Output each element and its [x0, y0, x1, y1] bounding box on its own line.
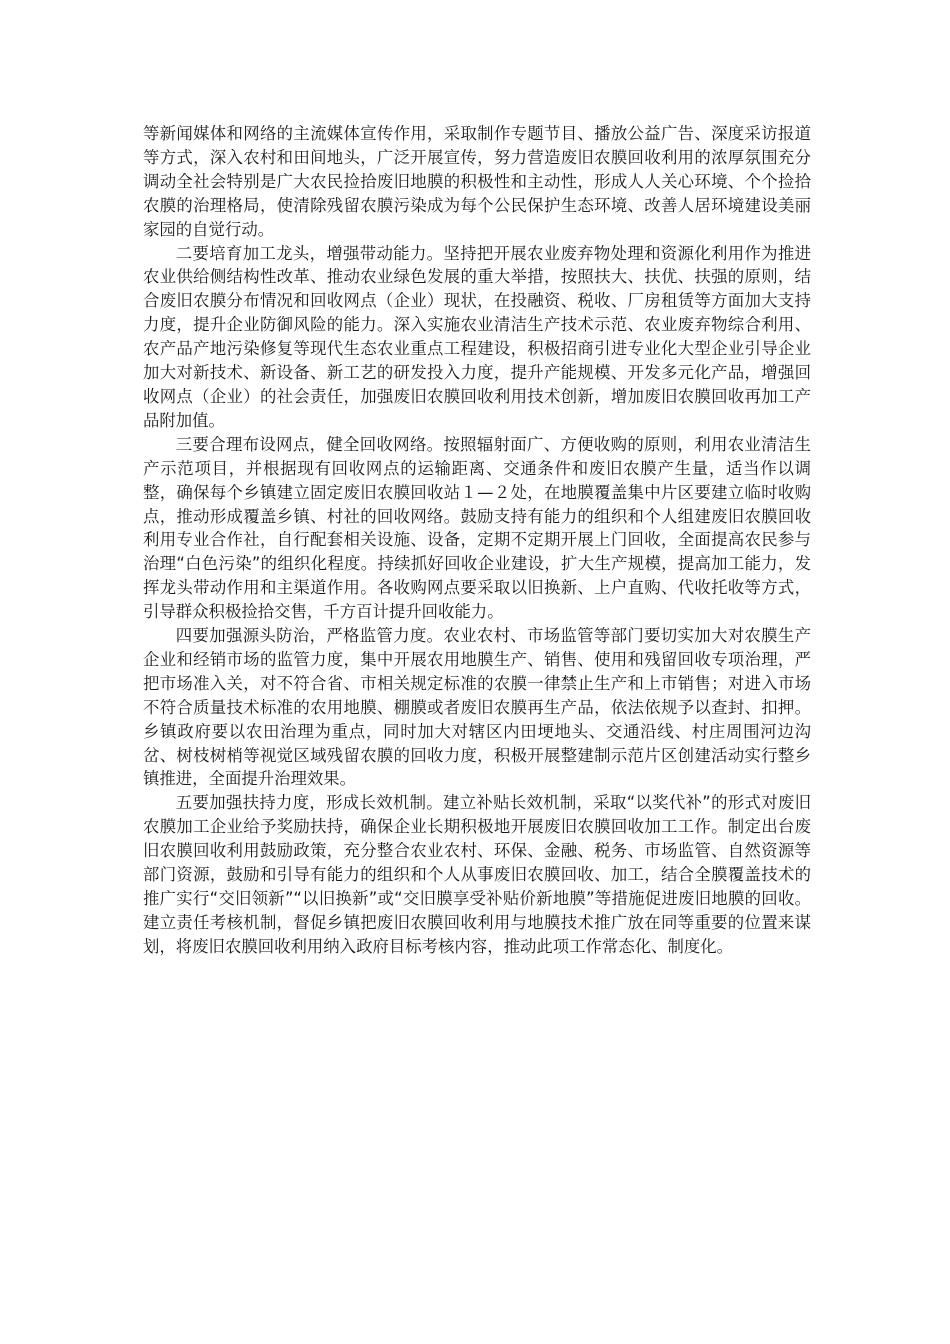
paragraph-4: 四要加强源头防治，严格监管力度。农业农村、市场监管等部门要切实加大对农膜生产企业和经销市场的监管力度，集中开展农用地膜生产、销售、使用和残留回收专项治理，严把市场准入关，对不符合省、市相关规定标准的农膜一律禁止生产和上市销售；对进入市场不符合质量技术标准的农用地膜、棚膜或者废旧农膜再生产品，依法依规予以查封、扣押。乡镇政府要以农田治理为重点，同时加大对辖区内田埂地头、交通沿线、村庄周围河边沟岔、树枝树梢等视觉区域残留农膜的回收力度，积极开展整建制示范片区创建活动实行整乡镇推进，全面提升治理效果。	[143, 626, 811, 789]
paragraph-5: 五要加强扶持力度，形成长效机制。建立补贴长效机制，采取“以奖代补”的形式对废旧农膜加工企业给予奖励扶持，确保企业长期积极地开展废旧农膜回收加工工作。制定出台废旧农膜回收利用鼓励政策，充分整合农业农村、环保、金融、税务、市场监管、自然资源等部门资源，鼓励和引导有能力的组织和个人从事废旧农膜回收、加工，结合全膜覆盖技术的推广实行“交旧领新”“以旧换新”或“交旧膜享受补贴价新地膜”等措施促进废旧地膜的回收。建立责任考核机制，督促乡镇把废旧农膜回收利用与地膜技术推广放在同等重要的位置来谋划，将废旧农膜回收利用纳入政府目标考核内容，推动此项工作常态化、制度化。	[143, 793, 811, 956]
document-body	[143, 122, 811, 959]
paragraph-2: 二要培育加工龙头，增强带动能力。坚持把开展农业废弃物处理和资源化利用作为推进农业供给侧结构性改革、推动农业绿色发展的重大举措，按照扶大、扶优、扶强的原则，结合废旧农膜分布情况和回收网点（企业）现状，在投融资、税收、厂房租赁等方面加大支持力度，提升企业防御风险的能力。深入实施农业清洁生产技术示范、农业废弃物综合利用、农产品产地污染修复等现代生态农业重点工程建设，积极招商引进专业化大型企业引导企业加大对新技术、新设备、新工艺的研发投入力度，提升产能规模、开发多元化产品，增强回收网点（企业）的社会责任，加强废旧农膜回收利用技术创新，增加废旧农膜回收再加工产品附加值。	[143, 243, 811, 430]
paragraph-3: 三要合理布设网点，健全回收网络。按照辐射面广、方便收购的原则，利用农业清洁生产示范项目，并根据现有回收网点的运输距离、交通条件和废旧农膜产生量，适当作以调整，确保每个乡镇建立固定废旧农膜回收站１—２处，在地膜覆盖集中片区要建立临时收购点，推动形成覆盖乡镇、村社的回收网络。鼓励支持有能力的组织和个人组建废旧农膜回收利用专业合作社，自行配套相关设施、设备，定期不定期开展上门回收，全面提高农民参与治理“白色污染”的组织化程度。持续抓好回收企业建设，扩大生产规模，提高加工能力，发挥龙头带动作用和主渠道作用。各收购网点要采取以旧换新、上户直购、代收托收等方式，引导群众积极捡拾交售，千方百计提升回收能力。	[143, 434, 811, 622]
paragraph-1: 等新闻媒体和网络的主流媒体宣传作用，采取制作专题节目、播放公益广告、深度采访报道等方式，深入农村和田间地头，广泛开展宣传，努力营造废旧农膜回收利用的浓厚氛围充分调动全社会特别是广大农民捡拾废旧地膜的积极性和主动性，形成人人关心环境、个个捡拾农膜的治理格局，使清除残留农膜污染成为每个公民保护生态环境、改善人居环境建设美丽家园的自觉行动。	[143, 124, 811, 239]
